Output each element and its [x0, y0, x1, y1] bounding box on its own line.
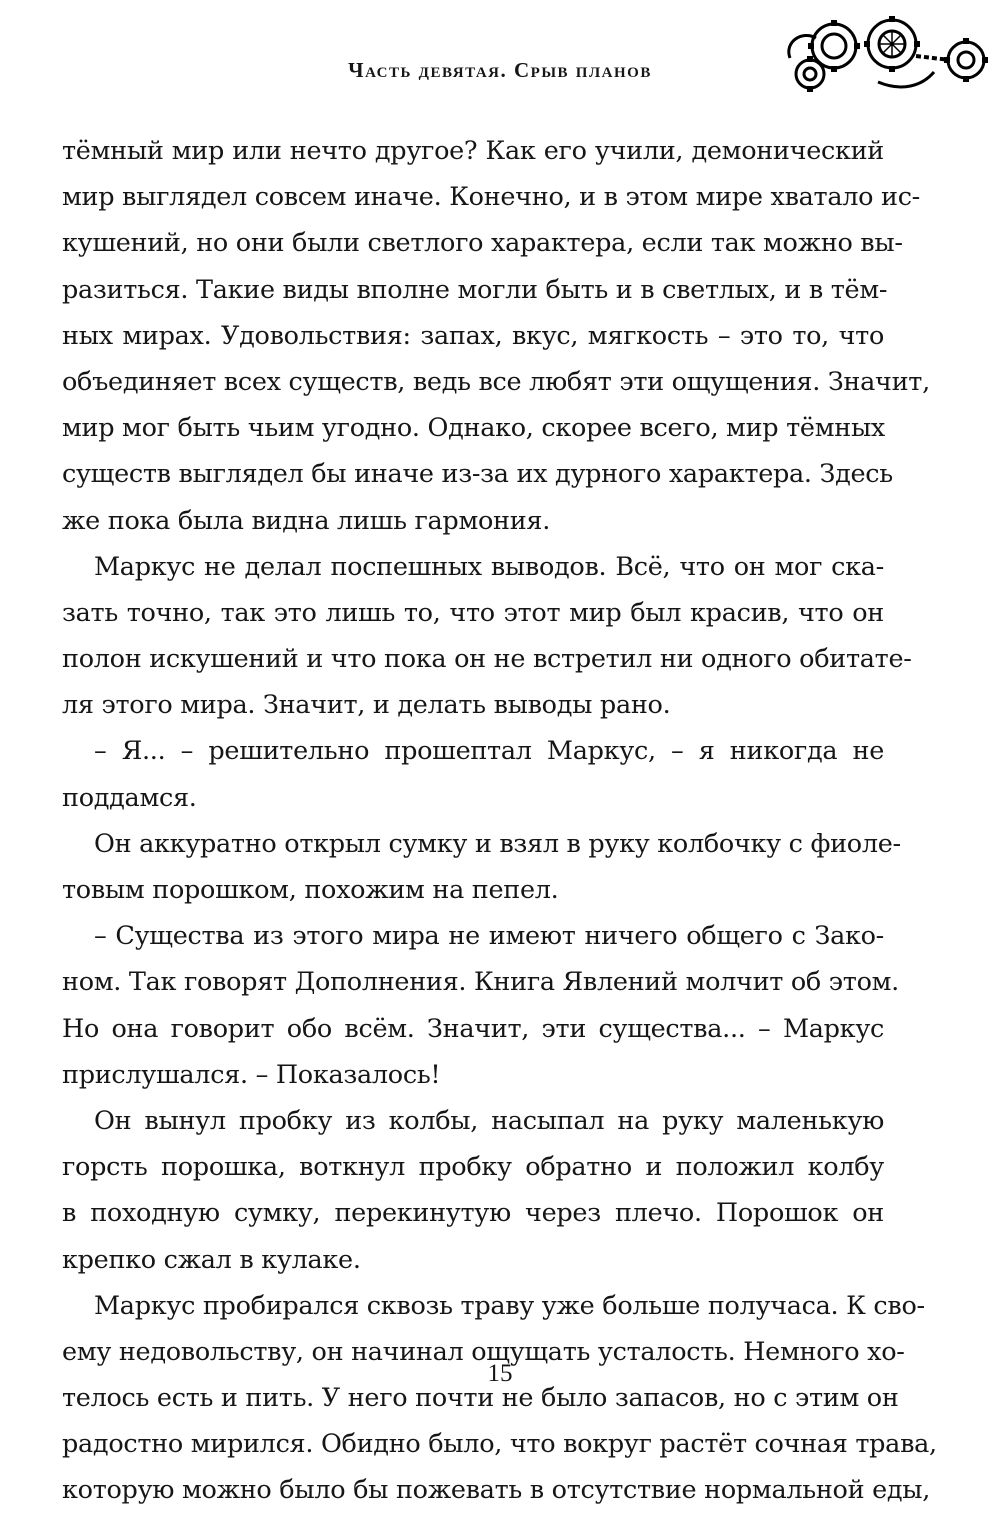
text-line: Но она говорит обо всём. Значит, эти существа... – Маркус: [62, 1013, 884, 1044]
text-line: Он аккуратно открыл сумку и взял в руку колбочку с фиоле-: [94, 828, 901, 859]
running-header: Часть девятая. Срыв планов: [348, 58, 652, 82]
text-line: зать точно, так это лишь то, что этот мир был красив, что он: [62, 597, 884, 628]
text-line: ных мирах. Удовольствия: запах, вкус, мягкость – это то, что: [62, 320, 884, 351]
text-line: радостно мирился. Обидно было, что вокруг растёт сочная трава,: [62, 1429, 937, 1460]
text-line: Маркус не делал поспешных выводов. Всё, что он мог ска-: [94, 551, 884, 582]
steampunk-gears-and-chain-icon: [782, 12, 992, 98]
text-line: – Я... – решительно прошептал Маркус, – я никогда не: [94, 736, 884, 767]
text-line: объединяет всех существ, ведь все любят эти ощущения. Значит,: [62, 366, 930, 397]
text-line: которую можно было бы пожевать в отсутствие нормальной еды,: [62, 1475, 931, 1506]
text-line: существ выглядел бы иначе из-за их дурного характера. Здесь: [62, 459, 893, 490]
text-line: мир мог быть чьим угодно. Однако, скорее всего, мир тёмных: [62, 413, 886, 444]
text-line: ном. Так говорят Дополнения. Книга Явлений молчит об этом.: [62, 967, 899, 998]
text-line: Маркус пробирался сквозь траву уже больше получаса. К сво-: [94, 1290, 925, 1321]
text-line: ему недовольству, он начинал ощущать усталость. Немного хо-: [62, 1336, 905, 1367]
text-line: в походную сумку, перекинутую через плечо. Порошок он: [62, 1198, 884, 1229]
text-line: – Существа из этого мира не имеют ничего общего с Зако-: [94, 921, 884, 952]
text-line: горсть порошка, воткнул пробку обратно и положил колбу: [62, 1152, 884, 1183]
text-line: мир выглядел совсем иначе. Конечно, и в этом мире хватало ис-: [62, 182, 921, 213]
text-line: Он вынул пробку из колбы, насыпал на руку маленькую: [94, 1105, 884, 1136]
text-line: же пока была видна лишь гармония.: [62, 505, 551, 536]
text-line: телось есть и пить. У него почти не было запасов, но с этим он: [62, 1383, 899, 1414]
page-number: 15: [487, 1360, 513, 1387]
text-line: разиться. Такие виды вполне могли быть и в светлых, и в тём-: [62, 274, 888, 305]
text-line: полон искушений и что пока он не встретил ни одного обитате-: [62, 644, 912, 675]
body-text: [62, 128, 937, 1514]
text-line: тёмный мир или нечто другое? Как его учили, демонический: [62, 136, 884, 166]
text-line: прислушался. – Показалось!: [62, 1059, 441, 1090]
text-line: ля этого мира. Значит, и делать выводы рано.: [62, 690, 671, 721]
text-line: крепко сжал в кулаке.: [62, 1244, 361, 1275]
text-line: поддамся.: [62, 782, 197, 813]
text-line: товым порошком, похожим на пепел.: [62, 875, 559, 905]
text-line: кушений, но они были светлого характера, если так можно вы-: [62, 228, 903, 259]
